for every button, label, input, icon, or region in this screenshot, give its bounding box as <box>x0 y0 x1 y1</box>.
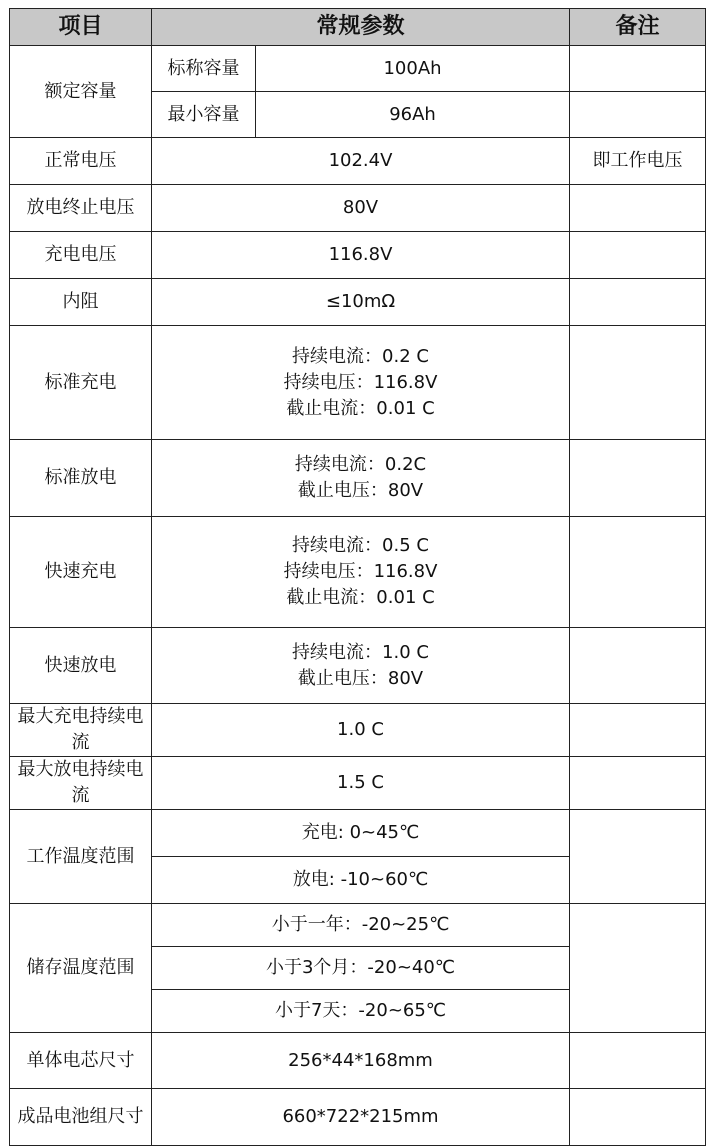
rated-capacity-label: 额定容量 <box>10 46 152 138</box>
remark-cell <box>570 185 706 232</box>
remark-cell <box>570 757 706 810</box>
charge-voltage-value: 116.8V <box>152 232 570 279</box>
standard-charge-line: 持续电流：0.2 C <box>292 345 429 367</box>
standard-discharge-line: 持续电流：0.2C <box>294 454 427 475</box>
fast-charge-line: 截止电流：0.01 C <box>286 587 435 608</box>
internal-resistance-label: 内阻 <box>10 279 152 326</box>
table-row <box>10 1033 706 1089</box>
remark-cell <box>570 46 706 92</box>
remark-cell <box>570 704 706 757</box>
remark-cell <box>570 440 706 517</box>
table-row <box>10 232 706 279</box>
table-row <box>10 46 706 92</box>
operating-temp-charge: 充电: 0~45℃ <box>152 810 570 857</box>
fast-discharge-value <box>152 628 570 704</box>
fast-discharge-line: 持续电流：1.0 C <box>292 641 429 663</box>
header-params: 常规参数 <box>152 9 570 46</box>
standard-discharge-line: 截止电压：80V <box>297 480 424 501</box>
max-discharge-current-label: 最大放电持续电流 <box>10 757 152 810</box>
storage-temp-under-3m: 小于3个月：-20~40℃ <box>152 947 570 990</box>
table-row <box>10 704 706 757</box>
table-row <box>10 904 706 947</box>
table-row <box>10 279 706 326</box>
remark-cell <box>570 1089 706 1146</box>
table-row <box>10 138 706 185</box>
remark-cell <box>570 904 706 1033</box>
fast-charge-value <box>152 517 570 628</box>
header-item: 项目 <box>10 9 152 46</box>
storage-temp-under-1y: 小于一年：-20~25℃ <box>152 904 570 947</box>
operating-temp-label: 工作温度范围 <box>10 810 152 904</box>
normal-voltage-remark: 即工作电压 <box>570 138 706 185</box>
remark-cell <box>570 517 706 628</box>
table-header-row <box>10 9 706 46</box>
remark-cell <box>570 232 706 279</box>
fast-charge-line: 持续电流：0.5 C <box>292 535 429 556</box>
fast-discharge-line: 截止电压：80V <box>297 667 424 689</box>
cell-size-label: 单体电芯尺寸 <box>10 1033 152 1089</box>
remark-cell <box>570 1033 706 1089</box>
table-row <box>10 810 706 857</box>
cutoff-voltage-value: 80V <box>152 185 570 232</box>
normal-voltage-value: 102.4V <box>152 138 570 185</box>
remark-cell <box>570 628 706 704</box>
table-row <box>10 757 706 810</box>
charge-voltage-label: 充电电压 <box>10 232 152 279</box>
max-charge-current-value: 1.0 C <box>152 704 570 757</box>
standard-discharge-value <box>152 440 570 517</box>
standard-charge-line: 截止电流：0.01 C <box>286 397 435 419</box>
remark-cell <box>570 810 706 904</box>
fast-charge-label: 快速充电 <box>10 517 152 628</box>
nominal-capacity-label: 标称容量 <box>152 46 256 92</box>
fast-charge-line: 持续电压：116.8V <box>283 561 438 582</box>
remark-cell <box>570 279 706 326</box>
table-row <box>10 440 706 517</box>
fast-discharge-label: 快速放电 <box>10 628 152 704</box>
storage-temp-label: 储存温度范围 <box>10 904 152 1033</box>
table-row <box>10 517 706 628</box>
remark-cell <box>570 326 706 440</box>
max-charge-current-label: 最大充电持续电流 <box>10 704 152 757</box>
operating-temp-discharge: 放电: -10~60℃ <box>152 857 570 904</box>
battery-spec-table <box>9 8 706 1146</box>
standard-charge-value <box>152 326 570 440</box>
table-row <box>10 185 706 232</box>
standard-charge-line: 持续电压：116.8V <box>283 371 438 393</box>
cell-size-value: 256*44*168mm <box>152 1033 570 1089</box>
remark-cell <box>570 92 706 138</box>
nominal-capacity-value: 100Ah <box>256 46 570 92</box>
cutoff-voltage-label: 放电终止电压 <box>10 185 152 232</box>
storage-temp-under-7d: 小于7天：-20~65℃ <box>152 990 570 1033</box>
min-capacity-value: 96Ah <box>256 92 570 138</box>
max-discharge-current-value: 1.5 C <box>152 757 570 810</box>
normal-voltage-label: 正常电压 <box>10 138 152 185</box>
pack-size-value: 660*722*215mm <box>152 1089 570 1146</box>
internal-resistance-value: ≤10mΩ <box>152 279 570 326</box>
standard-discharge-label: 标准放电 <box>10 440 152 517</box>
header-remark: 备注 <box>570 9 706 46</box>
pack-size-label: 成品电池组尺寸 <box>10 1089 152 1146</box>
min-capacity-label: 最小容量 <box>152 92 256 138</box>
table-row <box>10 628 706 704</box>
table-row <box>10 1089 706 1146</box>
standard-charge-label: 标准充电 <box>10 326 152 440</box>
table-row <box>10 326 706 440</box>
